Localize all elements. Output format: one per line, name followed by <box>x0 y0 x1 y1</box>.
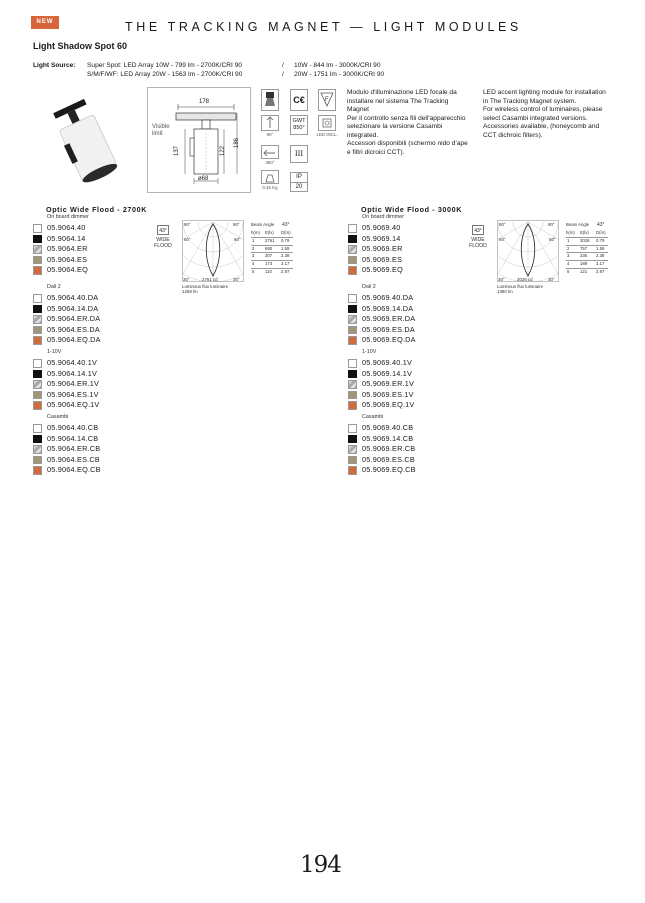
polar-label-60-left: 60° <box>499 237 506 242</box>
flux-value: 1390 lm <box>497 289 513 294</box>
cell-diameter: 2.38 <box>281 253 290 259</box>
champagne-swatch <box>33 326 42 335</box>
product-code-row[interactable] <box>33 358 143 369</box>
description-italian: Modulo d'illuminazione LED focale da installare nel sistema The Tracking Magnet Per il controllo senza fili dell'apparecchio selezionare la versione Casambi integrated. Accessori disponibili (schermo nido d'ape e filtri dicroici CCT). <box>347 89 468 156</box>
cell-diameter: 2.38 <box>596 253 605 259</box>
product-code: 05.9069.ES.DA <box>362 324 415 334</box>
svg-text:F: F <box>325 97 329 103</box>
product-code-row[interactable] <box>348 234 458 245</box>
beam-table-row <box>251 245 293 253</box>
copper-swatch <box>33 266 42 275</box>
cell-diameter: 1.59 <box>281 245 290 251</box>
product-code: 05.9069.14.1V <box>362 368 413 378</box>
product-photo <box>40 96 132 186</box>
control-type-label: Dali 2 <box>47 284 61 290</box>
control-type-label: On board dimmer <box>362 214 404 220</box>
beam-angle-value: 43° <box>282 222 290 228</box>
polar-label-60-left: 60° <box>184 237 191 242</box>
beam-angle-value: 43° <box>597 222 605 228</box>
beam-type-line2: FLOOD <box>469 243 487 250</box>
product-code-group <box>33 284 143 346</box>
product-code-group <box>348 284 458 346</box>
product-code-row[interactable] <box>33 455 143 466</box>
product-code-row[interactable] <box>348 293 458 304</box>
product-code: 05.9064.ES <box>47 254 88 264</box>
black-swatch <box>348 370 357 379</box>
product-code-row[interactable] <box>348 400 458 411</box>
col-diameter: D(m) <box>596 229 606 235</box>
product-code-row[interactable] <box>348 304 458 315</box>
product-code-row[interactable] <box>33 325 143 336</box>
polar-label-60-right: 60° <box>234 237 241 242</box>
polar-peak-label: 3026 cd <box>517 277 533 282</box>
product-code: 05.9069.14.DA <box>362 303 414 313</box>
control-type-label: 1-10V <box>362 349 377 355</box>
product-code: 05.9069.ES <box>362 254 403 264</box>
product-code: 05.9064.EQ.DA <box>47 335 101 344</box>
control-type-label: On board dimmer <box>47 214 89 220</box>
champagne-swatch <box>348 256 357 265</box>
polar-peak-label: 2761 cd <box>202 277 218 282</box>
cell-height: 4 <box>567 260 570 266</box>
cell-diameter: 2.97 <box>596 268 605 274</box>
product-code-row[interactable] <box>33 369 143 380</box>
product-code: 05.9069.40.DA <box>362 293 414 302</box>
light-source-line1a: Super Spot: LED Array 10W - 799 lm - 2700K/CRI 90 <box>87 62 243 69</box>
glow-wire-test-icon: GWT 850° <box>290 115 308 135</box>
champagne-swatch <box>348 391 357 400</box>
product-code-row[interactable] <box>33 390 143 401</box>
beam-table-columns <box>251 230 293 238</box>
beam-table <box>566 222 608 275</box>
cell-height: 5 <box>252 268 255 274</box>
beam-angle-badge: 43° <box>472 225 484 235</box>
product-code: 05.9069.EQ <box>362 265 403 274</box>
black-swatch <box>33 370 42 379</box>
beam-table-header <box>566 222 608 230</box>
product-code: 05.9069.40 <box>362 223 401 232</box>
light-source-line2b: 20W - 1751 lm - 3000K/CRI 90 <box>294 70 385 78</box>
beam-table-row <box>251 268 293 276</box>
product-code-row[interactable] <box>348 358 458 369</box>
product-code-group <box>348 414 458 476</box>
champagne-swatch <box>348 456 357 465</box>
cell-lux: 757 <box>580 245 588 251</box>
beam-table-row <box>251 252 293 260</box>
cell-lux: 121 <box>580 268 588 274</box>
product-code: 05.9069.ER.1V <box>362 379 415 388</box>
product-code-row[interactable] <box>348 434 458 445</box>
product-code: 05.9064.40.DA <box>47 293 99 302</box>
champagne-swatch <box>33 391 42 400</box>
col-diameter: D(m) <box>281 229 291 235</box>
cell-height: 2 <box>567 245 570 251</box>
cell-lux: 3026 <box>580 238 590 244</box>
cell-diameter: 0.79 <box>596 238 605 244</box>
beam-table-columns <box>566 230 608 238</box>
optic-title: Optic Wide Flood - 3000K <box>361 205 462 214</box>
product-code-row[interactable] <box>33 465 143 476</box>
cell-lux: 307 <box>265 253 273 259</box>
product-code: 05.9069.EQ.1V <box>362 400 415 409</box>
beam-table-row <box>251 237 293 245</box>
cell-height: 5 <box>567 268 570 274</box>
polar-label-30-right: 30° <box>233 277 240 282</box>
product-code-row[interactable] <box>33 314 143 325</box>
white-swatch <box>348 359 357 368</box>
product-code: 05.9064.ER.DA <box>47 314 101 323</box>
chrome-swatch <box>33 315 42 324</box>
polar-label-90-left: 90° <box>499 222 506 227</box>
page-number: 194 <box>300 852 341 878</box>
polar-label-60-right: 60° <box>549 237 556 242</box>
product-code-row[interactable] <box>33 379 143 390</box>
cell-height: 1 <box>567 238 570 244</box>
cell-diameter: 2.97 <box>281 268 290 274</box>
product-code-row[interactable] <box>348 379 458 390</box>
beam-angle-label: Beam Angle <box>566 222 590 227</box>
chrome-swatch <box>33 380 42 389</box>
white-swatch <box>33 224 42 233</box>
optic-section-3000k <box>347 205 645 495</box>
light-source-sep2: / <box>282 70 284 78</box>
product-code-row[interactable] <box>348 390 458 401</box>
cell-lux: 2761 <box>265 238 275 244</box>
polar-diagram <box>497 220 559 282</box>
beam-type-icon <box>467 225 489 250</box>
beam-table-row <box>251 260 293 268</box>
description-english: LED accent lighting module for installation in The Tracking Magnet system. For wireless control of luminaires, please select Casambi integrated versions. Accessories available, (honeycomb and CCT dichroic filters). <box>483 89 606 139</box>
product-code-row[interactable] <box>348 325 458 336</box>
product-code-row[interactable] <box>348 423 458 434</box>
product-code: 05.9064.14 <box>47 233 86 243</box>
light-source-line1b: 10W - 844 lm - 3000K/CRI 90 <box>294 62 381 69</box>
rotation-caption: 360° <box>265 160 275 165</box>
polar-label-90-left: 90° <box>184 222 191 227</box>
light-source-sep1: / <box>282 62 284 69</box>
visible-limit-label: Visible limit <box>152 124 170 137</box>
product-code: 05.9069.14.CB <box>362 433 414 443</box>
product-code-group <box>33 214 143 276</box>
product-code: 05.9064.ES.DA <box>47 324 100 334</box>
product-code-row[interactable] <box>33 400 143 411</box>
control-type-label: Dali 2 <box>362 284 376 290</box>
cell-lux: 336 <box>580 253 588 259</box>
black-swatch <box>33 305 42 314</box>
polar-label-90-right: 90° <box>233 222 240 227</box>
black-swatch <box>33 435 42 444</box>
polar-label-30-left: 30° <box>498 277 505 282</box>
product-code-row[interactable] <box>33 234 143 245</box>
chrome-swatch <box>348 315 357 324</box>
product-code-group <box>33 349 143 411</box>
rotation-icon <box>261 145 279 159</box>
beam-type-line1: WIDE <box>156 237 170 243</box>
champagne-swatch <box>348 326 357 335</box>
flux-label: Luminous flux luminaire <box>182 284 229 289</box>
tilt-angle-caption: 90° <box>266 132 274 137</box>
polar-label-90-right: 90° <box>548 222 555 227</box>
product-code: 05.9064.40.1V <box>47 358 98 367</box>
product-code: 05.9064.ES.CB <box>47 454 100 464</box>
product-code: 05.9064.ER.CB <box>47 444 101 453</box>
product-code-row[interactable] <box>33 444 143 455</box>
product-code: 05.9064.EQ.1V <box>47 400 100 409</box>
product-code-group <box>33 414 143 476</box>
champagne-swatch <box>33 256 42 265</box>
product-code-row[interactable] <box>348 369 458 380</box>
light-source-line2a: S/M/F/WF: LED Array 20W - 1563 lm - 2700K/CRI 90 <box>87 70 243 78</box>
chrome-swatch <box>33 445 42 454</box>
product-code: 05.9064.40 <box>47 223 86 232</box>
cell-diameter: 3.17 <box>281 260 290 266</box>
light-source-label: Light Source: <box>33 62 76 69</box>
product-code: 05.9069.ES.1V <box>362 389 414 399</box>
product-code-row[interactable] <box>348 455 458 466</box>
product-code-row[interactable] <box>33 423 143 434</box>
product-code-row[interactable] <box>348 255 458 266</box>
product-code: 05.9069.40.1V <box>362 358 413 367</box>
cell-height: 3 <box>567 253 570 259</box>
col-lux: E(lx) <box>580 229 589 235</box>
white-swatch <box>348 294 357 303</box>
product-code-row[interactable] <box>348 314 458 325</box>
beam-table-row <box>566 260 608 268</box>
black-swatch <box>348 435 357 444</box>
optic-title: Optic Wide Flood - 2700K <box>46 205 147 214</box>
flux-label: Luminous flux luminaire <box>497 284 544 289</box>
product-title: Light Shadow Spot 60 <box>33 41 127 51</box>
dim-height-186: 186 <box>234 137 241 149</box>
black-swatch <box>348 305 357 314</box>
beam-direction-icon <box>261 89 279 111</box>
led-included-caption: LED INCL. <box>316 132 338 137</box>
white-swatch <box>348 424 357 433</box>
product-code-row[interactable] <box>33 335 143 346</box>
product-code-row[interactable] <box>33 304 143 315</box>
dim-height-122: 122 <box>220 145 227 157</box>
product-code: 05.9069.ES.CB <box>362 454 415 464</box>
chrome-swatch <box>33 245 42 254</box>
copper-swatch <box>33 401 42 410</box>
insulation-class-icon: III <box>290 145 308 163</box>
beam-angle-label: Beam Angle <box>251 222 275 227</box>
product-code: 05.9069.14 <box>362 233 401 243</box>
cell-diameter: 1.59 <box>596 245 605 251</box>
product-code-row[interactable] <box>33 265 143 276</box>
product-code-row[interactable] <box>33 255 143 266</box>
col-height: h(m) <box>251 229 260 235</box>
polar-diagram <box>182 220 244 282</box>
led-included-icon <box>318 115 336 131</box>
product-code-row[interactable] <box>348 335 458 346</box>
copper-swatch <box>348 401 357 410</box>
cell-diameter: 0.79 <box>281 238 290 244</box>
control-type-label: Casambi <box>362 414 384 420</box>
beam-type-line1: WIDE <box>471 237 485 243</box>
product-code: 05.9064.ER <box>47 244 88 253</box>
beam-table-header <box>251 222 293 230</box>
product-code: 05.9069.EQ.CB <box>362 465 416 474</box>
chrome-swatch <box>348 245 357 254</box>
beam-table-row <box>566 252 608 260</box>
beam-table-row <box>566 237 608 245</box>
beam-table-row <box>566 268 608 276</box>
ce-mark-icon: C€ <box>290 89 308 111</box>
optic-section-2700k <box>32 205 332 495</box>
product-code: 05.9064.ER.1V <box>47 379 100 388</box>
cell-lux: 173 <box>265 260 273 266</box>
product-code-row[interactable] <box>33 223 143 234</box>
dim-height-137: 137 <box>174 145 181 157</box>
product-code-group <box>348 349 458 411</box>
cell-lux: 189 <box>580 260 588 266</box>
cell-diameter: 3.17 <box>596 260 605 266</box>
cell-lux: 110 <box>265 268 272 274</box>
copper-swatch <box>348 336 357 345</box>
black-swatch <box>33 235 42 244</box>
weight-icon <box>261 170 279 184</box>
copper-swatch <box>33 336 42 345</box>
copper-swatch <box>33 466 42 475</box>
product-code: 05.9064.14.DA <box>47 303 99 313</box>
copper-swatch <box>348 466 357 475</box>
control-type-label: Casambi <box>47 414 69 420</box>
col-height: h(m) <box>566 229 575 235</box>
chrome-swatch <box>348 380 357 389</box>
cell-height: 2 <box>252 245 255 251</box>
white-swatch <box>33 359 42 368</box>
black-swatch <box>348 235 357 244</box>
chrome-swatch <box>348 445 357 454</box>
polar-label-30-right: 30° <box>548 277 555 282</box>
beam-table <box>251 222 293 275</box>
white-swatch <box>33 424 42 433</box>
beam-angle-badge: 43° <box>157 225 169 235</box>
product-code-row[interactable] <box>33 244 143 255</box>
product-code: 05.9064.14.CB <box>47 433 99 443</box>
product-code-row[interactable] <box>348 223 458 234</box>
col-lux: E(lx) <box>265 229 274 235</box>
copper-swatch <box>348 266 357 275</box>
product-code: 05.9069.ER.DA <box>362 314 416 323</box>
product-code-row[interactable] <box>33 293 143 304</box>
product-code-group <box>348 214 458 276</box>
product-code-row[interactable] <box>348 265 458 276</box>
weight-caption: 0,45 Kg <box>262 185 278 190</box>
flammable-surface-icon <box>318 89 336 111</box>
product-code: 05.9069.EQ.DA <box>362 335 416 344</box>
product-code-row[interactable] <box>348 244 458 255</box>
product-code-row[interactable] <box>348 444 458 455</box>
technical-drawing <box>147 87 251 193</box>
dim-diameter: ø68 <box>198 176 209 182</box>
cell-height: 1 <box>252 238 255 244</box>
new-badge: NEW <box>31 16 59 29</box>
product-code-row[interactable] <box>33 434 143 445</box>
white-swatch <box>348 224 357 233</box>
beam-type-icon <box>152 225 174 250</box>
page-header-title: THE TRACKING MAGNET — LIGHT MODULES <box>125 20 522 34</box>
control-type-label: 1-10V <box>47 349 62 355</box>
beam-table-row <box>566 245 608 253</box>
product-code: 05.9064.40.CB <box>47 423 99 432</box>
product-code: 05.9064.ES.1V <box>47 389 99 399</box>
cell-height: 4 <box>252 260 255 266</box>
dim-width: 178 <box>199 99 210 105</box>
cell-lux: 690 <box>265 245 273 251</box>
champagne-swatch <box>33 456 42 465</box>
product-code: 05.9064.EQ <box>47 265 88 274</box>
product-code: 05.9069.ER.CB <box>362 444 416 453</box>
ip-rating-box: IP 20 <box>290 172 308 192</box>
product-code: 05.9064.EQ.CB <box>47 465 101 474</box>
product-code: 05.9069.ER <box>362 244 403 253</box>
tilt-angle-icon <box>261 115 279 131</box>
cell-height: 3 <box>252 253 255 259</box>
white-swatch <box>33 294 42 303</box>
product-code: 05.9069.40.CB <box>362 423 414 432</box>
flux-value: 1268 lm <box>182 289 198 294</box>
polar-label-30-left: 30° <box>183 277 190 282</box>
beam-type-line2: FLOOD <box>154 243 172 250</box>
product-code: 05.9064.14.1V <box>47 368 98 378</box>
product-code-row[interactable] <box>348 465 458 476</box>
